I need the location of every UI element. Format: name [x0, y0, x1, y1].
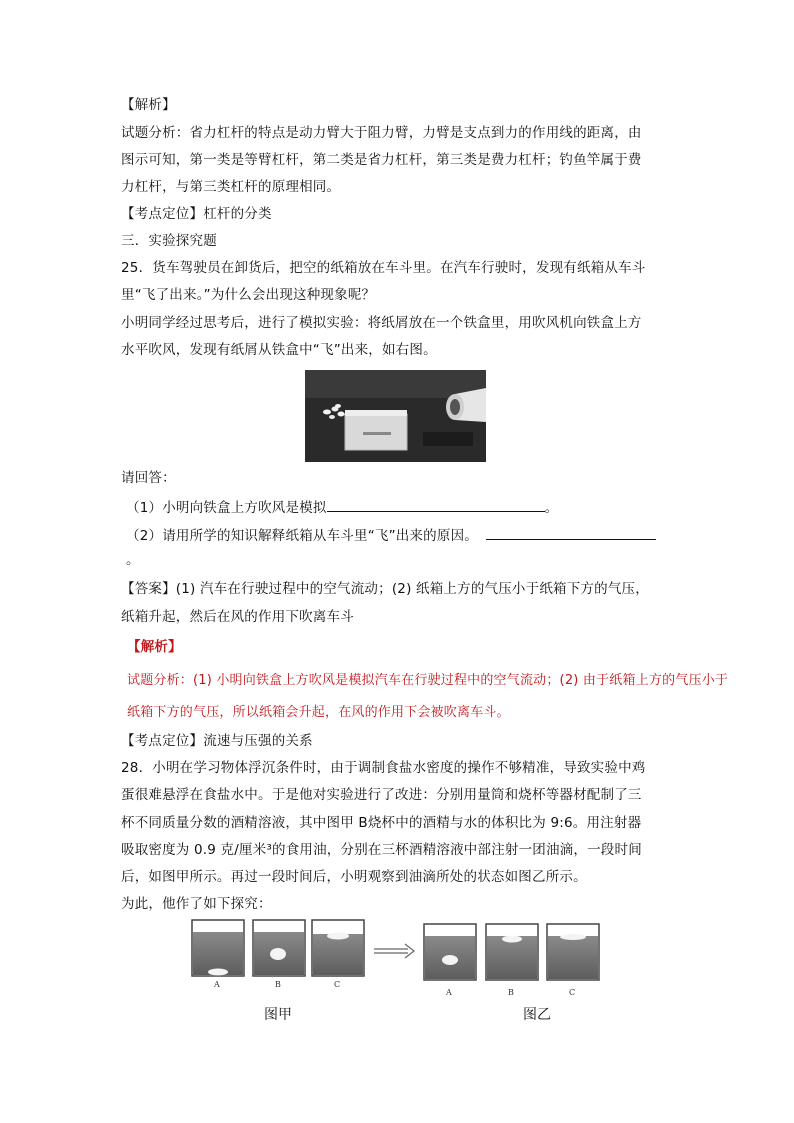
q28-line: 为此，他作了如下探究：: [121, 896, 272, 912]
q25-line: 小明同学经过思考后，进行了模拟实验：将纸屑放在一个铁盒里，用吹风机向铁盒上方: [121, 315, 642, 331]
q28-line: 28．小明在学习物体浮沉条件时，由于调制食盐水密度的操作不够精准，导致实验中鸡: [121, 760, 646, 776]
q28-line: 吸取密度为 0.9 克/厘米³的食用油，分别在三杯酒精溶液中部注射一团油滴，一段时间: [121, 842, 642, 858]
beaker-label: B: [275, 980, 281, 989]
beaker-label: C: [569, 988, 576, 997]
q25-sub2-end: 。: [126, 552, 140, 568]
answer-blank-2[interactable]: [486, 525, 656, 540]
q25-sub1-text: （1）小明向铁盒上方吹风是模拟: [126, 500, 327, 516]
beaker-label: A: [214, 980, 220, 989]
analysis-heading-red: 【解析】: [127, 639, 182, 655]
q25-line: 25．货车驾驶员在卸货后，把空的纸箱放在车斗里。在汽车行驶时，发现有纸箱从车斗: [121, 260, 646, 276]
figure-caption-yi: 图乙: [523, 1007, 551, 1023]
analysis-line: 图示可知，第一类是等臂杠杆，第二类是省力杠杆，第三类是费力杠杆；钓鱼竿属于费: [121, 152, 642, 168]
beaker-a1: [192, 920, 244, 976]
analysis-line-red: 纸箱下方的气压，所以纸箱会升起，在风的作用下会被吹离车斗。: [127, 705, 510, 720]
q25-line: 里“飞了出来。”为什么会出现这种现象呢？: [121, 287, 376, 303]
beaker-label: C: [334, 980, 341, 989]
q28-line: 蛋很难悬浮在食盐水中。于是他对实验进行了改进：分别用量筒和烧杯等器材配制了三: [121, 787, 642, 803]
kaodian-line: 【考点定位】杠杆的分类: [121, 206, 272, 222]
q28-line: 后，如图甲所示。再过一段时间后，小明观察到油滴所处的状态如图乙所示。: [121, 869, 587, 885]
q25-line: 水平吹风，发现有纸屑从铁盒中“飞”出来，如右图。: [121, 342, 437, 358]
experiment-photo: [305, 370, 486, 462]
beaker-label: A: [446, 988, 452, 997]
analysis-heading: 【解析】: [121, 97, 176, 113]
q28-line: 杯不同质量分数的酒精溶液，其中图甲 B烧杯中的酒精与水的体积比为 9:6。用注射器: [121, 815, 642, 831]
q25-sub1-end: 。: [544, 500, 559, 516]
answer-line: 纸箱升起，然后在风的作用下吹离车斗: [121, 609, 354, 625]
q25-prompt: 请回答：: [121, 470, 176, 486]
analysis-line: 试题分析：省力杠杆的特点是动力臂大于阻力臂，力臂是支点到力的作用线的距离，由: [121, 125, 642, 141]
analysis-line-red: 试题分析：(1) 小明向铁盒上方吹风是模拟汽车在行驶过程中的空气流动；(2) 由于纸箱上方的气压小于: [127, 673, 729, 688]
q25-sub2: [126, 525, 656, 545]
beaker-figure: [190, 918, 608, 1000]
beaker-diagram: [190, 918, 608, 1000]
kaodian-line: 【考点定位】流速与压强的关系: [121, 733, 313, 749]
beaker-c1: [312, 920, 364, 976]
analysis-line: 力杠杆，与第三类杠杆的原理相同。: [121, 179, 341, 195]
answer-blank-1[interactable]: [327, 497, 545, 512]
beaker-b1: [253, 920, 305, 976]
q25-sub1: [126, 497, 558, 517]
beaker-b2: [486, 924, 538, 980]
answer-line: 【答案】(1) 汽车在行驶过程中的空气流动；(2) 纸箱上方的气压小于纸箱下方的气压，: [121, 581, 649, 597]
beaker-label: B: [508, 988, 514, 997]
beaker-c2: [547, 924, 599, 980]
section-title: 三．实验探究题: [121, 233, 217, 249]
arrow-icon: [374, 944, 414, 958]
beaker-a2: [424, 924, 476, 980]
figure-caption-jia: 图甲: [264, 1007, 292, 1023]
q25-sub2-text: （2）请用所学的知识解释纸箱从车斗里“飞”出来的原因。: [126, 528, 478, 544]
